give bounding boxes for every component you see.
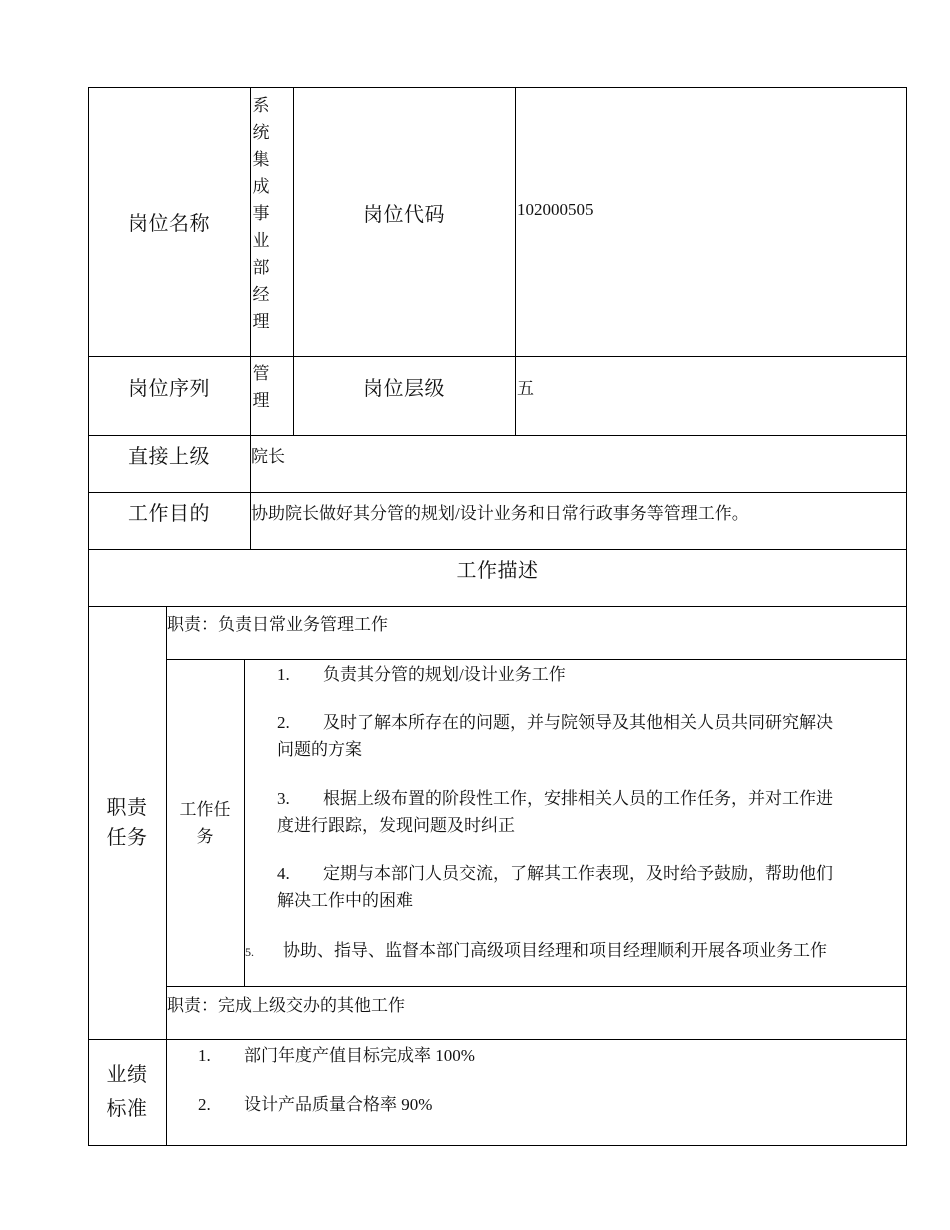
sequence-label: 岗位序列 (128, 377, 210, 400)
performance-text: 部门年度产值目标完成率 100% (244, 1046, 475, 1065)
task-item (277, 860, 833, 914)
position-code-value: 102000505 (517, 200, 594, 219)
level-value: 五 (517, 379, 534, 398)
level-label: 岗位层级 (363, 377, 445, 400)
duty-label-line2: 任务 (106, 826, 148, 849)
task-number: 4. (277, 864, 290, 883)
position-name-label: 岗位名称 (128, 213, 210, 235)
position-name-vertical-text: 系统集成事业部经理 (252, 96, 270, 331)
task-item (277, 661, 566, 688)
task-label (166, 659, 244, 986)
superior-label: 直接上级 (128, 445, 210, 468)
task-item (277, 785, 833, 839)
performance-number: 1. (198, 1046, 211, 1065)
position-code-label: 岗位代码 (363, 203, 445, 226)
table-border-right (906, 87, 907, 1146)
duty1-title: 职责：负责日常业务管理工作 (167, 615, 388, 634)
task-item (245, 937, 827, 966)
job-description-table (88, 87, 907, 1146)
row-divider (88, 606, 907, 607)
task-number: 2. (277, 713, 290, 732)
row-divider (88, 1039, 907, 1040)
performance-item (198, 1042, 475, 1069)
purpose-value: 协助院长做好其分管的规划/设计业务和日常行政事务等管理工作。 (251, 504, 749, 523)
performance-label (88, 1039, 166, 1145)
task-text-continued: 解决工作中的困难 (277, 891, 413, 910)
duty2-title: 职责：完成上级交办的其他工作 (167, 996, 405, 1015)
purpose-label: 工作目的 (128, 502, 210, 525)
duty-label-line1: 职责 (106, 796, 148, 819)
task-number: 1. (277, 665, 290, 684)
performance-label-line2: 标准 (106, 1098, 148, 1120)
sequence-value (250, 360, 272, 414)
task-text: 负责其分管的规划/设计业务工作 (323, 665, 566, 684)
task-number: 3. (277, 789, 290, 808)
sequence-vertical-text: 管理 (252, 364, 270, 410)
task-number: 5. (245, 945, 254, 959)
task-text: 定期与本部门人员交流，了解其工作表现，及时给予鼓励，帮助他们 (323, 864, 833, 883)
superior-value: 院长 (251, 447, 285, 466)
description-title: 工作描述 (456, 559, 539, 582)
performance-number: 2. (198, 1095, 211, 1114)
performance-text: 设计产品质量合格率 90% (244, 1095, 433, 1114)
performance-label-line1: 业绩 (106, 1064, 148, 1086)
position-name-value (250, 92, 272, 335)
task-label-line2: 务 (196, 826, 214, 846)
task-text: 根据上级布置的阶段性工作，安排相关人员的工作任务，并对工作进 (323, 789, 833, 808)
table-border-bottom (88, 1145, 907, 1146)
task-text-continued: 问题的方案 (277, 740, 362, 759)
performance-item (198, 1091, 432, 1118)
task-item (277, 709, 833, 763)
row-divider (166, 986, 907, 987)
task-text-continued: 度进行跟踪，发现问题及时纠正 (277, 816, 515, 835)
task-label-line1: 工作任 (179, 799, 231, 819)
task-text: 协助、指导、监督本部门高级项目经理和项目经理顺利开展各项业务工作 (283, 941, 827, 960)
duty-label (88, 606, 166, 1039)
task-text: 及时了解本所存在的问题，并与院领导及其他相关人员共同研究解决 (323, 713, 833, 732)
